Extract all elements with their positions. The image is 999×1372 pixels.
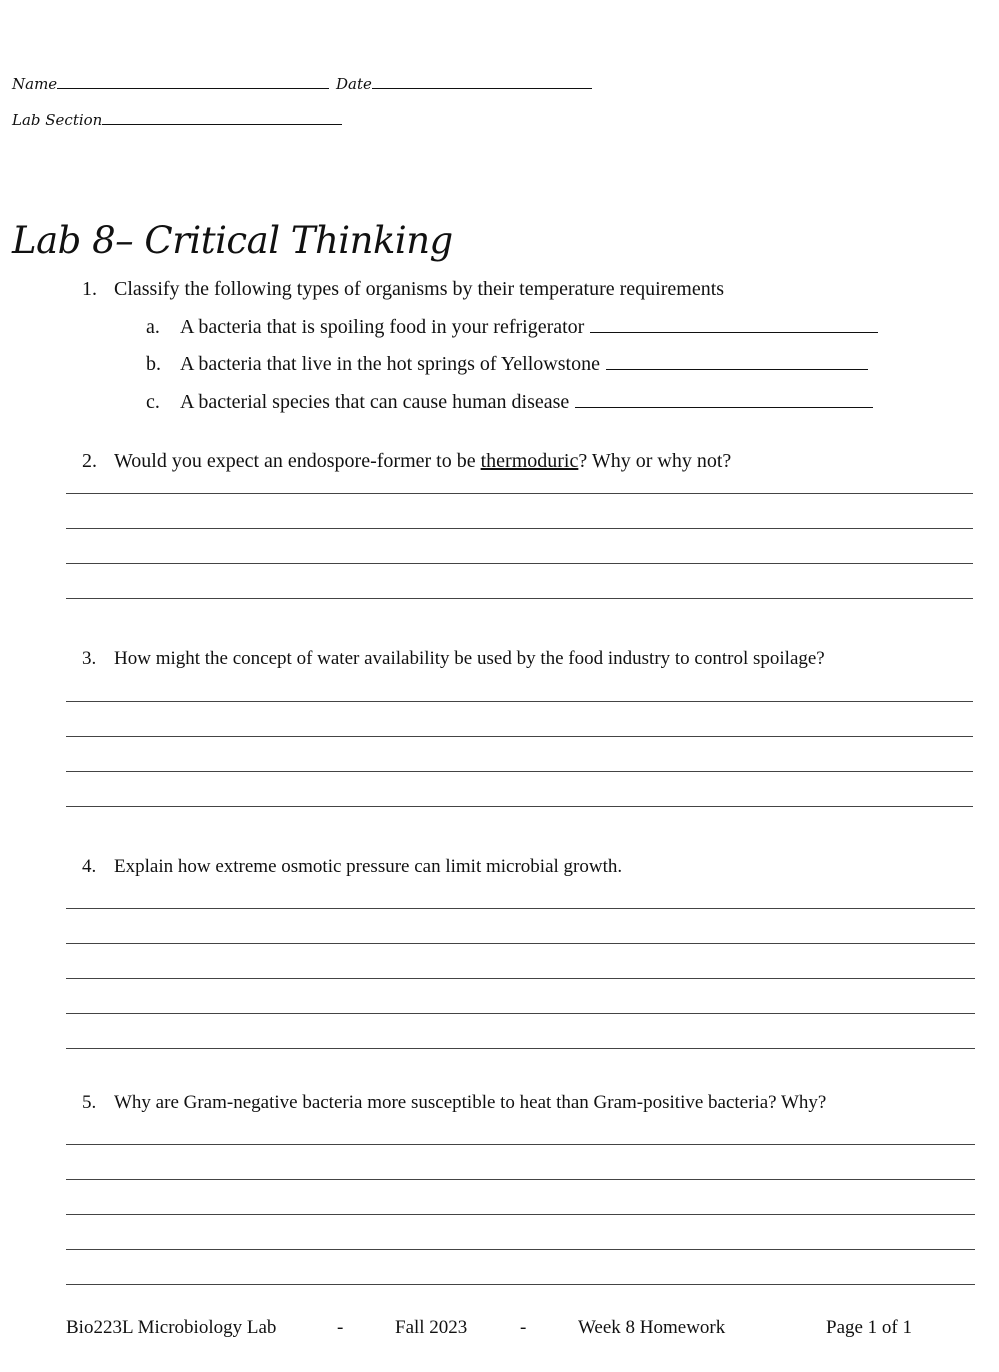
answer-line[interactable] [66, 1013, 975, 1014]
subitem-text: A bacteria that live in the hot springs of Yellowstone [180, 353, 600, 375]
footer-course: Bio223L Microbiology Lab [66, 1317, 277, 1338]
question-text: How might the concept of water availability be used by the food industry to control spoilage? [114, 648, 825, 669]
subitem-letter: a. [146, 316, 160, 338]
answer-line[interactable] [66, 1179, 975, 1180]
subitem-a [146, 316, 878, 339]
question-4 [82, 856, 622, 878]
answer-line[interactable] [66, 598, 973, 599]
answer-line[interactable] [66, 1214, 975, 1215]
question-5 [82, 1092, 826, 1114]
question-text: Why are Gram-negative bacteria more susceptible to heat than Gram-positive bacteria? Why? [114, 1092, 827, 1113]
question-number: 3. [82, 648, 97, 669]
question-number: 5. [82, 1092, 97, 1113]
answer-line[interactable] [66, 806, 973, 807]
footer-separator: - [337, 1317, 344, 1338]
answer-blank-b[interactable] [606, 353, 868, 370]
question-number: 4. [82, 856, 97, 877]
name-blank[interactable] [57, 74, 329, 89]
lab-section-field[interactable] [12, 110, 342, 129]
footer-separator: - [520, 1317, 527, 1338]
footer-assignment: Week 8 Homework [578, 1317, 726, 1338]
question-number: 2. [82, 450, 97, 472]
footer-page-number: Page 1 of 1 [826, 1317, 913, 1338]
name-label: Name [12, 75, 58, 93]
question-1 [82, 278, 724, 301]
answer-line[interactable] [66, 563, 973, 564]
lab-section-blank[interactable] [102, 110, 342, 125]
question-term: thermoduric [480, 450, 579, 472]
answer-line[interactable] [66, 978, 975, 979]
name-field[interactable] [12, 74, 329, 93]
subitem-c [146, 391, 873, 414]
question-text: Explain how extreme osmotic pressure can limit microbial growth. [114, 856, 623, 877]
answer-line[interactable] [66, 1249, 975, 1250]
subitem-text: A bacteria that is spoiling food in your refrigerator [180, 316, 585, 338]
answer-line[interactable] [66, 908, 975, 909]
footer-term: Fall 2023 [395, 1317, 468, 1338]
answer-line[interactable] [66, 528, 973, 529]
answer-line[interactable] [66, 1284, 975, 1285]
subitem-letter: c. [146, 391, 160, 413]
answer-line[interactable] [66, 1144, 975, 1145]
date-blank[interactable] [372, 74, 592, 89]
page-title: Lab 8– Critical Thinking [12, 219, 453, 262]
date-field[interactable] [336, 74, 592, 93]
question-text: Would you expect an endospore-former to be [114, 450, 481, 472]
answer-line[interactable] [66, 1048, 975, 1049]
answer-line[interactable] [66, 736, 973, 737]
lab-section-label: Lab Section [12, 111, 103, 129]
answer-line[interactable] [66, 771, 973, 772]
answer-line[interactable] [66, 493, 973, 494]
subitem-letter: b. [146, 353, 161, 375]
answer-line[interactable] [66, 943, 975, 944]
question-text: Classify the following types of organisms by their temperature requirements [114, 278, 725, 300]
answer-line[interactable] [66, 701, 973, 702]
question-number: 1. [82, 278, 97, 300]
subitem-text: A bacterial species that can cause human disease [180, 391, 570, 413]
subitem-b [146, 353, 868, 376]
question-3 [82, 648, 825, 670]
date-label: Date [336, 75, 372, 93]
answer-blank-c[interactable] [575, 391, 873, 408]
answer-blank-a[interactable] [590, 316, 878, 333]
question-text-end: ? Why or why not? [578, 450, 732, 472]
question-2 [82, 450, 731, 473]
